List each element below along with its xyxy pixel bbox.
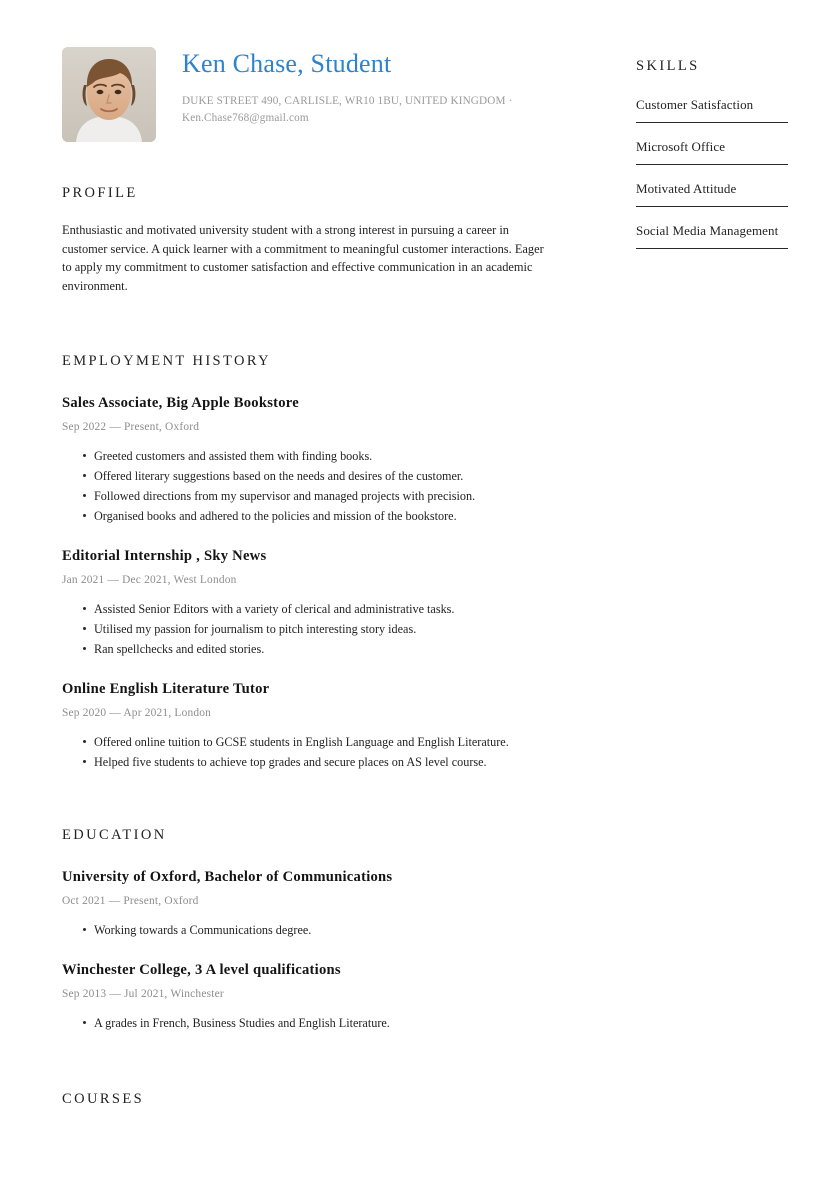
bullet-item: A grades in French, Business Studies and English Literature. xyxy=(62,1013,562,1033)
employment-entry xyxy=(62,547,562,659)
entry-date: Sep 2022 — Present, Oxford xyxy=(62,421,200,433)
education-entry xyxy=(62,868,562,940)
entry-bullets xyxy=(62,446,562,526)
bullet-item: Assisted Senior Editors with a variety of clerical and administrative tasks. xyxy=(62,599,562,619)
skill-item: Microsoft Office xyxy=(636,137,788,165)
contact-separator: · xyxy=(508,95,513,107)
profile-photo xyxy=(62,47,156,142)
section-heading-courses: COURSES xyxy=(62,1091,145,1107)
candidate-name: Ken Chase, Student xyxy=(182,49,392,78)
bullet-item: Offered online tuition to GCSE students in English Language and English Literature. xyxy=(62,732,562,752)
contact-address: DUKE STREET 490, CARLISLE, WR10 1BU, UNITED KINGDOM xyxy=(182,95,506,107)
entry-bullets xyxy=(62,599,562,659)
entry-date: Jan 2021 — Dec 2021, West London xyxy=(62,574,237,586)
bullet-item: Followed directions from my supervisor and managed projects with precision. xyxy=(62,486,562,506)
bullet-item: Organised books and adhered to the policies and mission of the bookstore. xyxy=(62,506,562,526)
section-heading-employment: EMPLOYMENT HISTORY xyxy=(62,353,272,369)
skill-item: Motivated Attitude xyxy=(636,179,788,207)
bullet-item: Helped five students to achieve top grades and secure places on AS level course. xyxy=(62,752,562,772)
entry-title: Sales Associate, Big Apple Bookstore xyxy=(62,395,299,411)
entry-title: Winchester College, 3 A level qualifications xyxy=(62,962,341,978)
education-entry xyxy=(62,961,562,1033)
employment-entry xyxy=(62,680,562,772)
skills-sidebar xyxy=(636,58,788,263)
bullet-item: Working towards a Communications degree. xyxy=(62,920,562,940)
contact-line xyxy=(182,93,522,127)
section-heading-education: EDUCATION xyxy=(62,827,167,843)
employment-entry xyxy=(62,394,562,526)
profile-text: Enthusiastic and motivated university student with a strong interest in pursuing a career in customer service. A quick learner with a commitment to meaningful customer interactions. Eager to apply my commitment to customer satisfaction and effective communication in an academic environment. xyxy=(62,223,544,293)
bullet-item: Utilised my passion for journalism to pitch interesting story ideas. xyxy=(62,619,562,639)
entry-bullets xyxy=(62,920,562,940)
entry-date: Sep 2013 — Jul 2021, Winchester xyxy=(62,988,224,1000)
entry-date: Sep 2020 — Apr 2021, London xyxy=(62,707,212,719)
skill-item: Social Media Management xyxy=(636,221,788,249)
skill-item: Customer Satisfaction xyxy=(636,95,788,123)
entry-bullets xyxy=(62,1013,562,1033)
contact-email[interactable]: Ken.Chase768@gmail.com xyxy=(182,112,309,124)
bullet-item: Offered literary suggestions based on the needs and desires of the customer. xyxy=(62,466,562,486)
entry-title: Editorial Internship , Sky News xyxy=(62,548,267,564)
entry-title: University of Oxford, Bachelor of Communications xyxy=(62,869,393,885)
bullet-item: Ran spellchecks and edited stories. xyxy=(62,639,562,659)
entry-date: Oct 2021 — Present, Oxford xyxy=(62,895,199,907)
section-heading-profile: PROFILE xyxy=(62,185,138,201)
bullet-item: Greeted customers and assisted them with finding books. xyxy=(62,446,562,466)
main-column xyxy=(62,185,562,1108)
entry-title: Online English Literature Tutor xyxy=(62,681,270,697)
entry-bullets xyxy=(62,732,562,772)
resume-header xyxy=(62,47,582,142)
header-text-block xyxy=(182,47,582,127)
section-heading-skills: SKILLS xyxy=(636,58,700,74)
